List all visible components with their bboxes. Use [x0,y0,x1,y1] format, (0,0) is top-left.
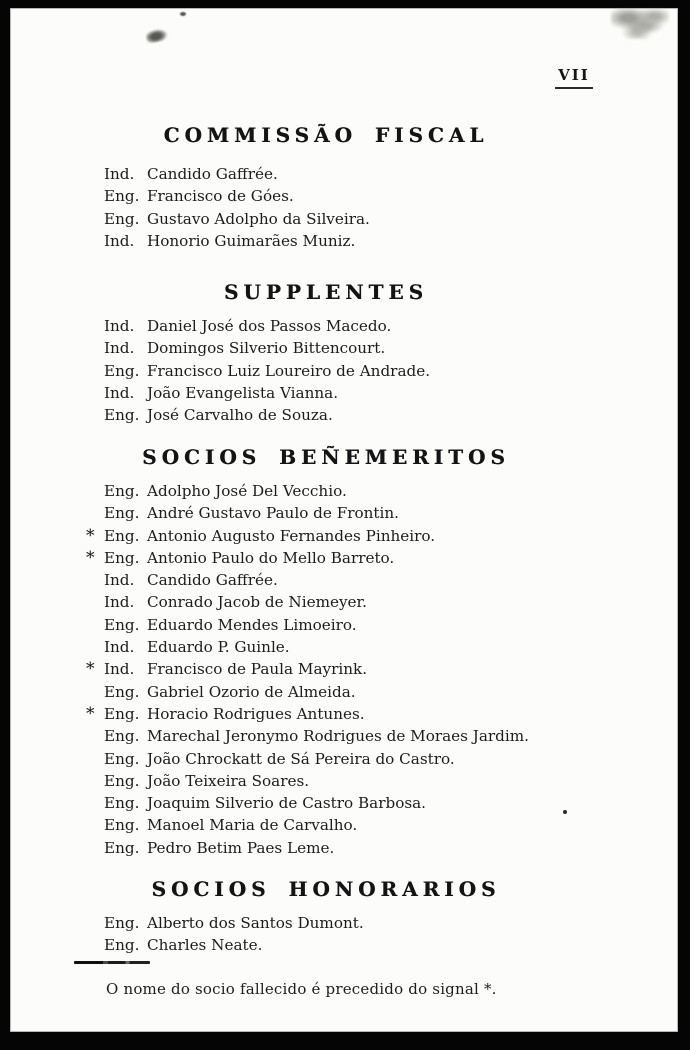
member-title: Eng. [104,794,140,813]
member-name: João Teixeira Soares. [147,771,310,790]
member-row [104,837,641,859]
member-title: Eng. [104,504,140,523]
scanned-page [10,8,678,1032]
member-row [104,163,641,185]
member-title: Eng. [104,771,140,790]
member-name: Honorio Guimarães Muniz. [147,231,356,250]
member-name: Eduardo Mendes Limoeiro. [147,615,357,634]
deceased-marker-icon: * [86,525,95,546]
member-name: Gustavo Adolpho da Silveira. [147,209,370,228]
member-row [86,525,641,547]
member-name: Daniel José dos Passos Macedo. [147,317,392,335]
member-name: Francisco Luiz Loureiro de Andrade. [147,361,431,380]
member-name: André Gustavo Paulo de Frontin. [147,504,399,523]
section-heading: SOCIOS BEÑEMERITOS [142,445,510,469]
member-list [104,315,641,426]
member-row [104,614,641,636]
member-list [86,480,641,859]
member-row [104,208,641,230]
member-row [104,814,641,836]
member-name: João Evangelista Vianna. [147,383,339,402]
member-name: Antonio Paulo do Mello Barreto. [147,548,395,567]
member-title: Eng. [104,749,140,768]
member-title: Ind. [104,383,135,402]
member-title: Ind. [104,571,135,590]
section-heading: SUPPLENTES [223,280,429,304]
member-list [104,912,641,957]
member-row [86,547,641,569]
member-title: Ind. [104,638,135,657]
member-name: Domingos Silverio Bittencourt. [147,339,386,358]
deceased-marker-icon: * [86,547,95,568]
member-title: Eng. [104,936,140,955]
member-row [104,382,641,404]
section [11,444,641,859]
member-row [104,934,641,956]
member-title: Eng. [104,838,140,857]
member-name: Horacio Rodrigues Antunes. [147,704,365,723]
member-row [104,502,641,524]
sections-container [11,9,677,1031]
member-name: Antonio Augusto Fernandes Pinheiro. [147,526,436,545]
member-title: Ind. [104,593,135,612]
member-row [86,703,641,725]
member-title: Eng. [104,816,140,835]
member-title: Eng. [104,482,140,500]
deceased-marker-icon: * [86,659,95,680]
member-row [104,230,641,252]
deceased-marker-icon: * [86,703,95,724]
member-name: Manoel Maria de Carvalho. [147,816,358,835]
member-title: Eng. [104,914,140,932]
member-row [104,360,641,382]
member-title: Eng. [104,682,140,701]
member-name: Conrado Jacob de Niemeyer. [147,593,367,612]
section [11,279,641,426]
member-title: Ind. [104,317,135,335]
member-title: Ind. [104,660,135,679]
section-heading: COMMISSÃO FISCAL [163,123,489,147]
member-row [104,912,641,934]
footnote-divider [74,961,150,964]
member-row [104,636,641,658]
member-title: Eng. [104,406,140,425]
member-title: Eng. [104,526,140,545]
member-title: Ind. [104,231,135,250]
member-name: Adolpho José Del Vecchio. [147,482,347,500]
member-list [104,163,641,252]
member-row [104,681,641,703]
member-row [104,404,641,426]
member-name: Alberto dos Santos Dumont. [147,914,364,932]
section [11,122,641,252]
member-title: Eng. [104,209,140,228]
member-name: Francisco de Góes. [147,187,294,206]
member-title: Ind. [104,339,135,358]
member-title: Ind. [104,165,135,183]
member-title: Eng. [104,548,140,567]
member-title: Eng. [104,187,140,206]
member-name: Charles Neate. [147,936,263,955]
member-name: Francisco de Paula Mayrink. [147,660,368,679]
member-name: Gabriel Ozorio de Almeida. [147,682,356,701]
member-title: Eng. [104,727,140,746]
member-name: Candido Gaffrée. [147,165,278,183]
member-name: Pedro Betim Paes Leme. [147,838,335,857]
member-row [104,792,641,814]
member-row [104,569,641,591]
member-title: Eng. [104,361,140,380]
member-title: Eng. [104,615,140,634]
member-row [104,185,641,207]
member-row [104,591,641,613]
member-name: Eduardo P. Guinle. [147,638,290,657]
footnote-text: O nome do socio fallecido é precedido do signal *. [106,980,497,998]
member-row [86,658,641,680]
member-row [104,725,641,747]
member-row [104,770,641,792]
member-row [104,480,641,502]
member-title: Eng. [104,704,140,723]
member-name: Marechal Jeronymo Rodrigues de Moraes Jardim. [147,727,529,746]
member-row [104,748,641,770]
member-row [104,315,641,337]
member-name: Joaquim Silverio de Castro Barbosa. [147,794,427,813]
section-heading: SOCIOS HONORARIOS [151,877,501,901]
member-row [104,337,641,359]
member-name: Candido Gaffrée. [147,571,278,590]
page-number-text: VII [555,66,593,89]
member-name: João Chrockatt de Sá Pereira do Castro. [147,749,455,768]
section [11,876,641,957]
member-name: José Carvalho de Souza. [147,406,333,425]
